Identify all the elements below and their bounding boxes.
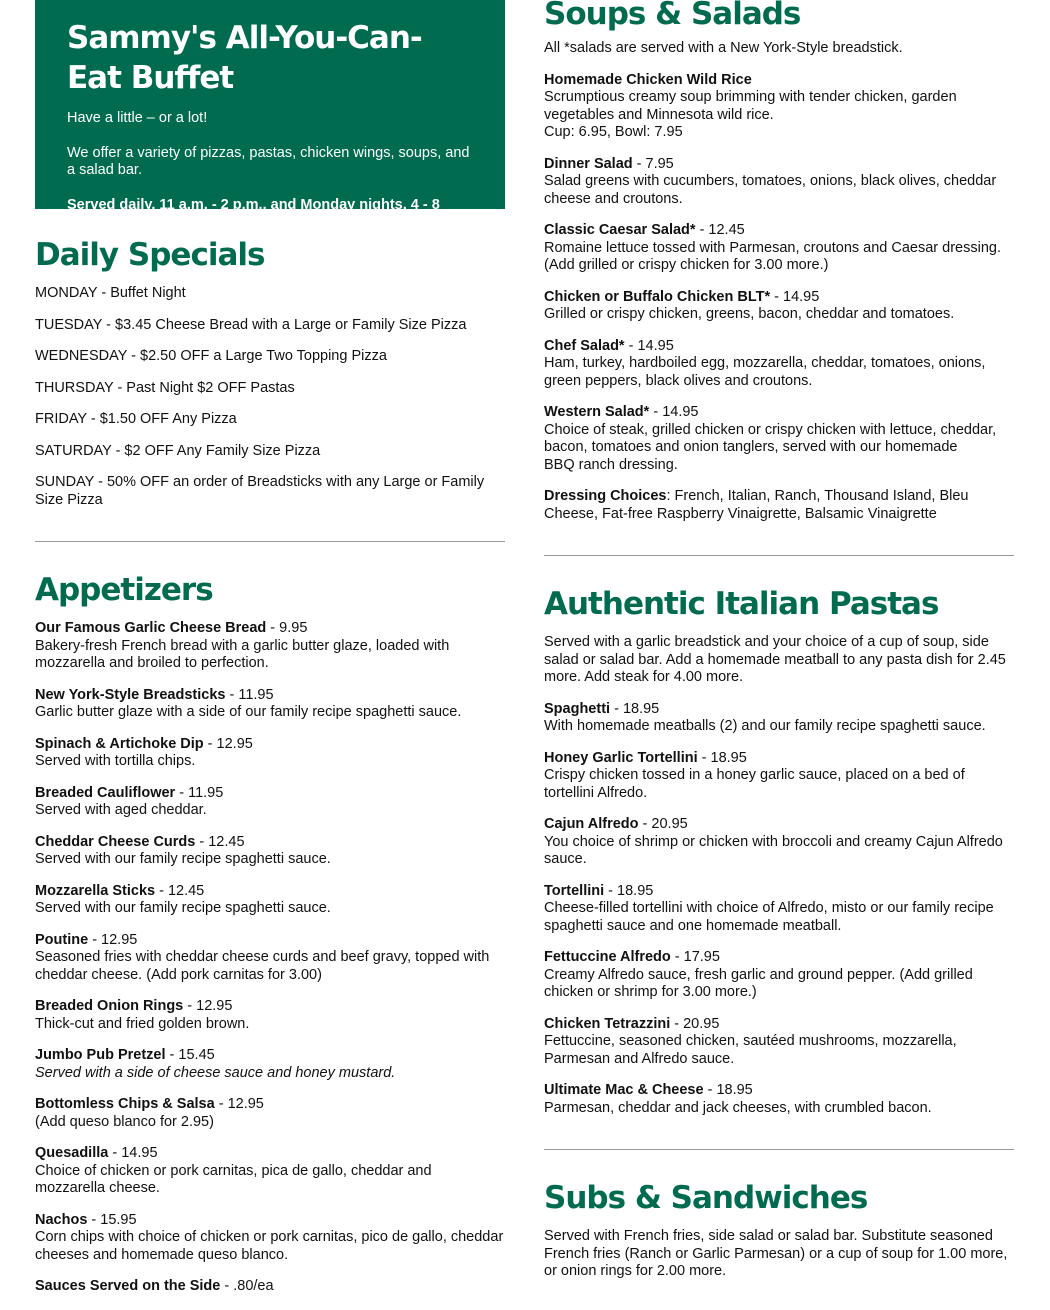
subs-section (544, 1180, 1014, 1281)
menu-item-name: Tortellini (544, 882, 605, 899)
appetizers-title: Appetizers (35, 572, 213, 608)
menu-item-name: Fettuccine Alfredo (544, 949, 671, 965)
menu-item (35, 998, 505, 1033)
menu-item-description-extra: Cup: 6.95, Bowl: 7.95 (544, 124, 683, 140)
buffet-banner (35, 0, 505, 230)
right-column (544, 0, 1014, 1295)
menu-item-name: Spinach & Artichoke Dip (35, 735, 204, 752)
menu-item-name: Classic Caesar Salad* (544, 222, 696, 238)
buffet-title: Sammy's All-You-Can-Eat Buffet (67, 20, 422, 96)
special-item: FRIDAY - $1.50 OFF Any Pizza (35, 411, 237, 427)
menu-item (544, 156, 1014, 209)
menu-item-description: Thick-cut and fried golden brown. (35, 1015, 250, 1032)
menu-item-description: Served with tortilla chips. (35, 753, 196, 769)
special-item: TUESDAY - $3.45 Cheese Bread with a Large or Family Size Pizza (35, 316, 467, 333)
menu-item-name: Breaded Cauliflower (35, 784, 176, 801)
pastas-section (544, 586, 1014, 1117)
menu-item-description: With homemade meatballs (2) and our family recipe spaghetti sauce. (544, 718, 986, 734)
menu-item-description: Salad greens with cucumbers, tomatoes, onions, black olives, cheddar cheese and croutons. (544, 173, 997, 207)
menu-item-name: Jumbo Pub Pretzel (35, 1047, 166, 1063)
menu-item-price: - 12.95 (88, 931, 138, 948)
special-item: WEDNESDAY - $2.50 OFF a Large Two Topping Pizza (35, 348, 387, 364)
menu-item (544, 701, 1014, 736)
appetizers-section (35, 572, 505, 1296)
menu-item-price: - 14.95 (649, 404, 699, 420)
pastas-intro: Served with a garlic breadstick and your choice of a cup of soup, side salad or salad bar. Add a homemade meatball to any pasta dish for 2.45 more. Add steak for 4.00 more. (544, 634, 1006, 685)
menu-item-price: - 18.95 (604, 882, 654, 899)
menu-item-name: Ultimate Mac & Cheese (544, 1082, 704, 1098)
menu-item (35, 1145, 505, 1198)
appetizers-list (35, 620, 505, 1296)
menu-item-description: Served with aged cheddar. (35, 802, 207, 818)
menu-item-name: Bottomless Chips & Salsa (35, 1096, 215, 1112)
buffet-description: We offer a variety of pizzas, pastas, chicken wings, soups, and a salad bar. (67, 144, 470, 178)
subs-title: Subs & Sandwiches (544, 1180, 868, 1216)
menu-item-description: Seasoned fries with cheddar cheese curds and beef gravy, topped with cheddar cheese. (Add pork carnitas for 3.00) (35, 949, 490, 983)
menu-item-price: - 17.95 (670, 949, 720, 965)
menu-item-description: You choice of shrimp or chicken with broccoli and creamy Cajun Alfredo sauce. (544, 833, 1003, 867)
menu-item-description: Parmesan, cheddar and jack cheeses, with crumbled bacon. (544, 1099, 932, 1116)
menu-item-name: Chicken or Buffalo Chicken BLT* (544, 288, 771, 305)
menu-item-price: - 20.95 (670, 1015, 720, 1032)
menu-item (544, 883, 1014, 936)
special-item: MONDAY - Buffet Night (35, 285, 186, 301)
daily-specials-list (35, 285, 505, 509)
soups-salads-title: Soups & Salads (544, 0, 801, 32)
menu-item-description: Corn chips with choice of chicken or pork carnitas, pico de gallo, cheddar cheeses and homemade queso blanco. (35, 1229, 504, 1263)
soups-salads-section (544, 0, 1014, 523)
menu-item-description: Garlic butter glaze with a side of our family recipe spaghetti sauce. (35, 704, 462, 720)
menu-item-description: Ham, turkey, hardboiled egg, mozzarella, cheddar, tomatoes, onions, green peppers, black olives and croutons. (544, 355, 986, 389)
menu-item (35, 1096, 505, 1131)
menu-item-name: Chef Salad* (544, 337, 625, 354)
menu-item-price: - .80/ea (220, 1278, 274, 1294)
menu-item-name: Honey Garlic Tortellini (544, 749, 698, 766)
buffet-tagline: Have a little – or a lot! (67, 110, 208, 126)
menu-item-description: Choice of steak, grilled chicken or crispy chicken with lettuce, cheddar, bacon, tomatoes and onion tanglers, served with our homemade (544, 421, 997, 455)
menu-item-name: Cajun Alfredo (544, 816, 639, 832)
menu-item (544, 72, 1014, 142)
menu-item-name: Cheddar Cheese Curds (35, 833, 196, 850)
pastas-title: Authentic Italian Pastas (544, 586, 939, 622)
menu-item-price: - 7.95 (632, 155, 674, 172)
menu-item-description: Served with a side of cheese sauce and honey mustard. (35, 1064, 396, 1081)
menu-item-name: Dressing Choices (544, 488, 667, 504)
menu-item-price: - 14.95 (624, 337, 674, 354)
menu-item (544, 816, 1014, 869)
daily-specials-title: Daily Specials (35, 237, 265, 273)
soups-salads-intro: All *salads are served with a New York-Style breadstick. (544, 40, 903, 56)
special-item: SATURDAY - $2 OFF Any Family Size Pizza (35, 442, 321, 459)
pastas-list (544, 701, 1014, 1118)
menu-item (544, 289, 1014, 324)
menu-item-price: - 12.45 (155, 882, 205, 899)
menu-item-name: Poutine (35, 931, 89, 948)
menu-item-price: - 20.95 (638, 816, 688, 832)
menu-item-description: (Add queso blanco for 2.95) (35, 1113, 214, 1130)
menu-item (35, 1047, 505, 1082)
section-divider (544, 1149, 1014, 1150)
menu-item (35, 1278, 505, 1296)
menu-item-description: Cheese-filled tortellini with choice of Alfredo, misto or our family recipe spaghetti sauce and one homemade meatball. (544, 900, 994, 934)
menu-item (35, 785, 505, 820)
menu-item-price: - 14.95 (770, 288, 820, 305)
menu-item (544, 404, 1014, 474)
menu-item (544, 1016, 1014, 1069)
menu-item (35, 932, 505, 985)
menu-item-description: Served with our family recipe spaghetti sauce. (35, 851, 331, 867)
menu-item-price: - 12.95 (214, 1096, 264, 1112)
menu-item-price: - 18.95 (703, 1082, 753, 1098)
menu-item-price: - 14.95 (108, 1145, 158, 1161)
menu-item-name: Dinner Salad (544, 155, 633, 172)
buffet-hours: Served daily, 11 a.m. - 2 p.m., and Monday nights, 4 - 8 p.m. (67, 196, 440, 230)
menu-item (35, 1212, 505, 1265)
menu-item-price: - 15.45 (165, 1047, 215, 1063)
menu-item-price: - 12.95 (203, 735, 253, 752)
menu-item (544, 1082, 1014, 1117)
special-item: THURSDAY - Past Night $2 OFF Pastas (35, 379, 295, 396)
menu-item-price: : French, Italian, Ranch, Thousand Island, Bleu Cheese, Fat-free Raspberry Vinaigrette, Balsamic Vinaigrette (544, 488, 969, 522)
menu-item-price: - 12.95 (183, 998, 233, 1014)
menu-item-description-extra: BBQ ranch dressing. (544, 456, 678, 473)
special-item: SUNDAY - 50% OFF an order of Breadsticks with any Large or Family Size Pizza (35, 474, 485, 508)
section-divider (544, 555, 1014, 556)
menu-item (544, 488, 1014, 523)
subs-intro: Served with French fries, side salad or salad bar. Substitute seasoned French fries (Ranch or Garlic Parmesan) or a cup of soup for 1.00 more, or onion rings for 2.00 more. (544, 1228, 1008, 1279)
menu-item (35, 620, 505, 673)
left-column (35, 0, 505, 1310)
menu-item (35, 883, 505, 918)
menu-item-description: Choice of chicken or pork carnitas, pica de gallo, cheddar and mozzarella cheese. (35, 1162, 432, 1196)
menu-item-description: Grilled or crispy chicken, greens, bacon, cheddar and tomatoes. (544, 306, 955, 322)
menu-item (35, 834, 505, 869)
menu-item-name: Mozzarella Sticks (35, 882, 156, 899)
menu-item (544, 338, 1014, 391)
menu-item-name: Homemade Chicken Wild Rice (544, 71, 752, 88)
menu-item-price: - 15.95 (87, 1211, 137, 1228)
daily-specials-section (35, 237, 505, 509)
menu-item-price: - 12.45 (695, 222, 745, 238)
section-divider (35, 541, 505, 542)
menu-item-name: Chicken Tetrazzini (544, 1015, 671, 1032)
menu-item-description: Bakery-fresh French bread with a garlic butter glaze, loaded with mozzarella and broiled to perfection. (35, 637, 450, 671)
menu-item (35, 687, 505, 722)
menu-item-price: - 11.95 (175, 784, 224, 801)
menu-item-name: Western Salad* (544, 404, 650, 420)
menu-item (544, 750, 1014, 803)
menu-item-name: Our Famous Garlic Cheese Bread (35, 620, 267, 636)
menu-item-description: Crispy chicken tossed in a honey garlic sauce, placed on a bed of tortellini Alfredo. (544, 767, 965, 801)
menu-item (544, 949, 1014, 1002)
menu-item-price: - 18.95 (610, 700, 660, 717)
menu-item-name: Quesadilla (35, 1145, 109, 1161)
menu-item-name: Nachos (35, 1211, 88, 1228)
menu-item-description: Scrumptious creamy soup brimming with tender chicken, garden vegetables and Minnesota wild rice. (544, 89, 957, 123)
menu-item-price: - 11.95 (225, 686, 274, 703)
menu-item-description: Served with our family recipe spaghetti sauce. (35, 900, 331, 916)
menu-item (544, 222, 1014, 275)
menu-item (35, 736, 505, 771)
menu-item-price: - 9.95 (266, 620, 308, 636)
menu-item-name: Breaded Onion Rings (35, 998, 184, 1014)
menu-item-name: Sauces Served on the Side (35, 1278, 221, 1294)
menu-item-price: - 18.95 (697, 749, 747, 766)
menu-item-description: Romaine lettuce tossed with Parmesan, croutons and Caesar dressing. (Add grilled or crispy chicken for 3.00 more.) (544, 239, 1001, 273)
menu-item-name: Spaghetti (544, 700, 611, 717)
menu-item-price: - 12.45 (195, 833, 245, 850)
menu-item-description: Creamy Alfredo sauce, fresh garlic and ground pepper. (Add grilled chicken or shrimp for 3.00 more.) (544, 966, 973, 1000)
soups-salads-list (544, 72, 1014, 524)
menu-item-name: New York-Style Breadsticks (35, 686, 226, 703)
menu-item-description: Fettuccine, seasoned chicken, sautéed mushrooms, mozzarella, Parmesan and Alfredo sauce. (544, 1033, 957, 1067)
